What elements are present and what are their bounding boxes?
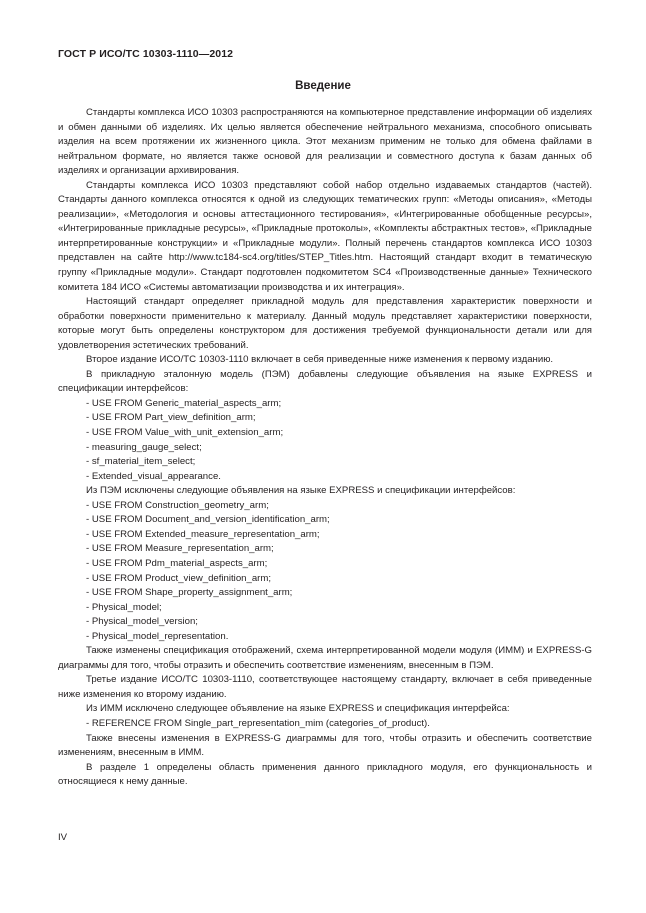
paragraph: Настоящий стандарт определяет прикладной модуль для представления характеристик поверхности и обработки поверхности применительно к материалу. Данный модуль представляет характеристики поверхности, которые могут быть определены конструктором для достижения требуемой функциональности детали или для удовлетворения эстетических требований. — [58, 296, 592, 351]
list-item: - USE FROM Pdm_material_aspects_arm; — [86, 557, 268, 569]
paragraph: Из ИММ исключено следующее объявление на языке EXPRESS и спецификация интерфейса: — [86, 703, 510, 715]
list-item: - Physical_model_representation. — [86, 630, 229, 642]
list-item: - Extended_visual_appearance. — [86, 470, 221, 482]
paragraph: Второе издание ИСО/ТС 10303-1110 включает в себя приведенные ниже изменения к первому изданию. — [86, 354, 554, 366]
paragraph: Третье издание ИСО/ТС 10303-1110, соответствующее настоящему стандарту, включает в себя приведенные ниже изменения ко второму изданию. — [58, 674, 592, 700]
list-item: - USE FROM Product_view_definition_arm; — [86, 572, 272, 584]
paragraph: Также внесены изменения в EXPRESS-G диаграммы для того, чтобы отразить и обеспечить соответствие изменениям, внесенным в ИММ. — [58, 732, 592, 759]
paragraph: Из ПЭМ исключены следующие объявления на языке EXPRESS и спецификации интерфейсов: — [86, 485, 516, 497]
paragraph: Также изменены спецификация отображений, схема интерпретированной модели модуля (ИММ) и EXPRESS-G диаграммы для того, чтобы отразить и обеспечить соответствие изменениям, внесенным в ПЭМ. — [58, 645, 592, 671]
list-item: - USE FROM Extended_measure_representation_arm; — [86, 528, 320, 540]
list-item: - sf_material_item_select; — [86, 456, 196, 468]
list-item: - USE FROM Document_and_version_identification_arm; — [86, 514, 330, 526]
list-item: - USE FROM Value_with_unit_extension_arm; — [86, 427, 284, 439]
list-item: - measuring_gauge_select; — [86, 441, 202, 453]
list-item: - USE FROM Construction_geometry_arm; — [86, 499, 269, 511]
paragraph: Стандарты комплекса ИСО 10303 распространяются на компьютерное представление информации об изделиях и обмен данными об изделиях. Их целью является обеспечение нейтрального механизма, способного описывать изделия на всем протяжении их жизненного цикла. Этот механизм применим не только для обмена файлами в нейтральном формате, но является также основой для реализации и совместного доступа к базам данных об изделиях и организации архивирования. — [58, 107, 592, 177]
paragraph: В прикладную эталонную модель (ПЭМ) добавлены следующие объявления на языке EXPRESS и спецификации интерфейсов: — [58, 368, 592, 395]
page-number: IV — [58, 832, 68, 843]
list-item: - USE FROM Shape_property_assignment_arm; — [86, 587, 293, 599]
paragraph: В разделе 1 определены область применения данного прикладного модуля, его функциональность и относящиеся к нему данные. — [58, 761, 592, 788]
list-item: - REFERENCE FROM Single_part_representation_mim (categories_of_product). — [86, 717, 430, 729]
list-item: - USE FROM Part_view_definition_arm; — [86, 412, 256, 424]
list-item: - Physical_model_version; — [86, 616, 198, 628]
document-header: ГОСТ Р ИСО/ТС 10303-1110—2012 — [58, 48, 234, 60]
paragraph: Стандарты комплекса ИСО 10303 представляют собой набор отдельно издаваемых стандартов (частей). Стандарты данного комплекса относятся к одной из следующих тематических групп: «Методы описания», «Методы реализации», «Методология и основы аттестационного тестирования», «Интегрированные обобщенные ресурсы», «Интегрированные прикладные ресурсы», «Прикладные протоколы», «Комплекты абстрактных тестов», «Прикладные интерпретированные конструкции» и «Прикладные модули». Полный перечень стандартов комплекса ИСО 10303 представлен на сайте http://www.tc184-sc4.org/titles/STEP_Titles.htm. Настоящий стандарт входит в тематическую группу «Прикладные модули». Стандарт подготовлен подкомитетом SC4 «Производственные данные» Технического комитета 184 ИСО «Системы автоматизации производства и их интеграция». — [58, 179, 592, 293]
list-item: - Physical_model; — [86, 601, 162, 613]
list-item: - USE FROM Measure_representation_arm; — [86, 543, 274, 555]
body-text — [58, 106, 592, 790]
section-title: Введение — [295, 80, 351, 92]
list-item: - USE FROM Generic_material_aspects_arm; — [86, 397, 282, 409]
